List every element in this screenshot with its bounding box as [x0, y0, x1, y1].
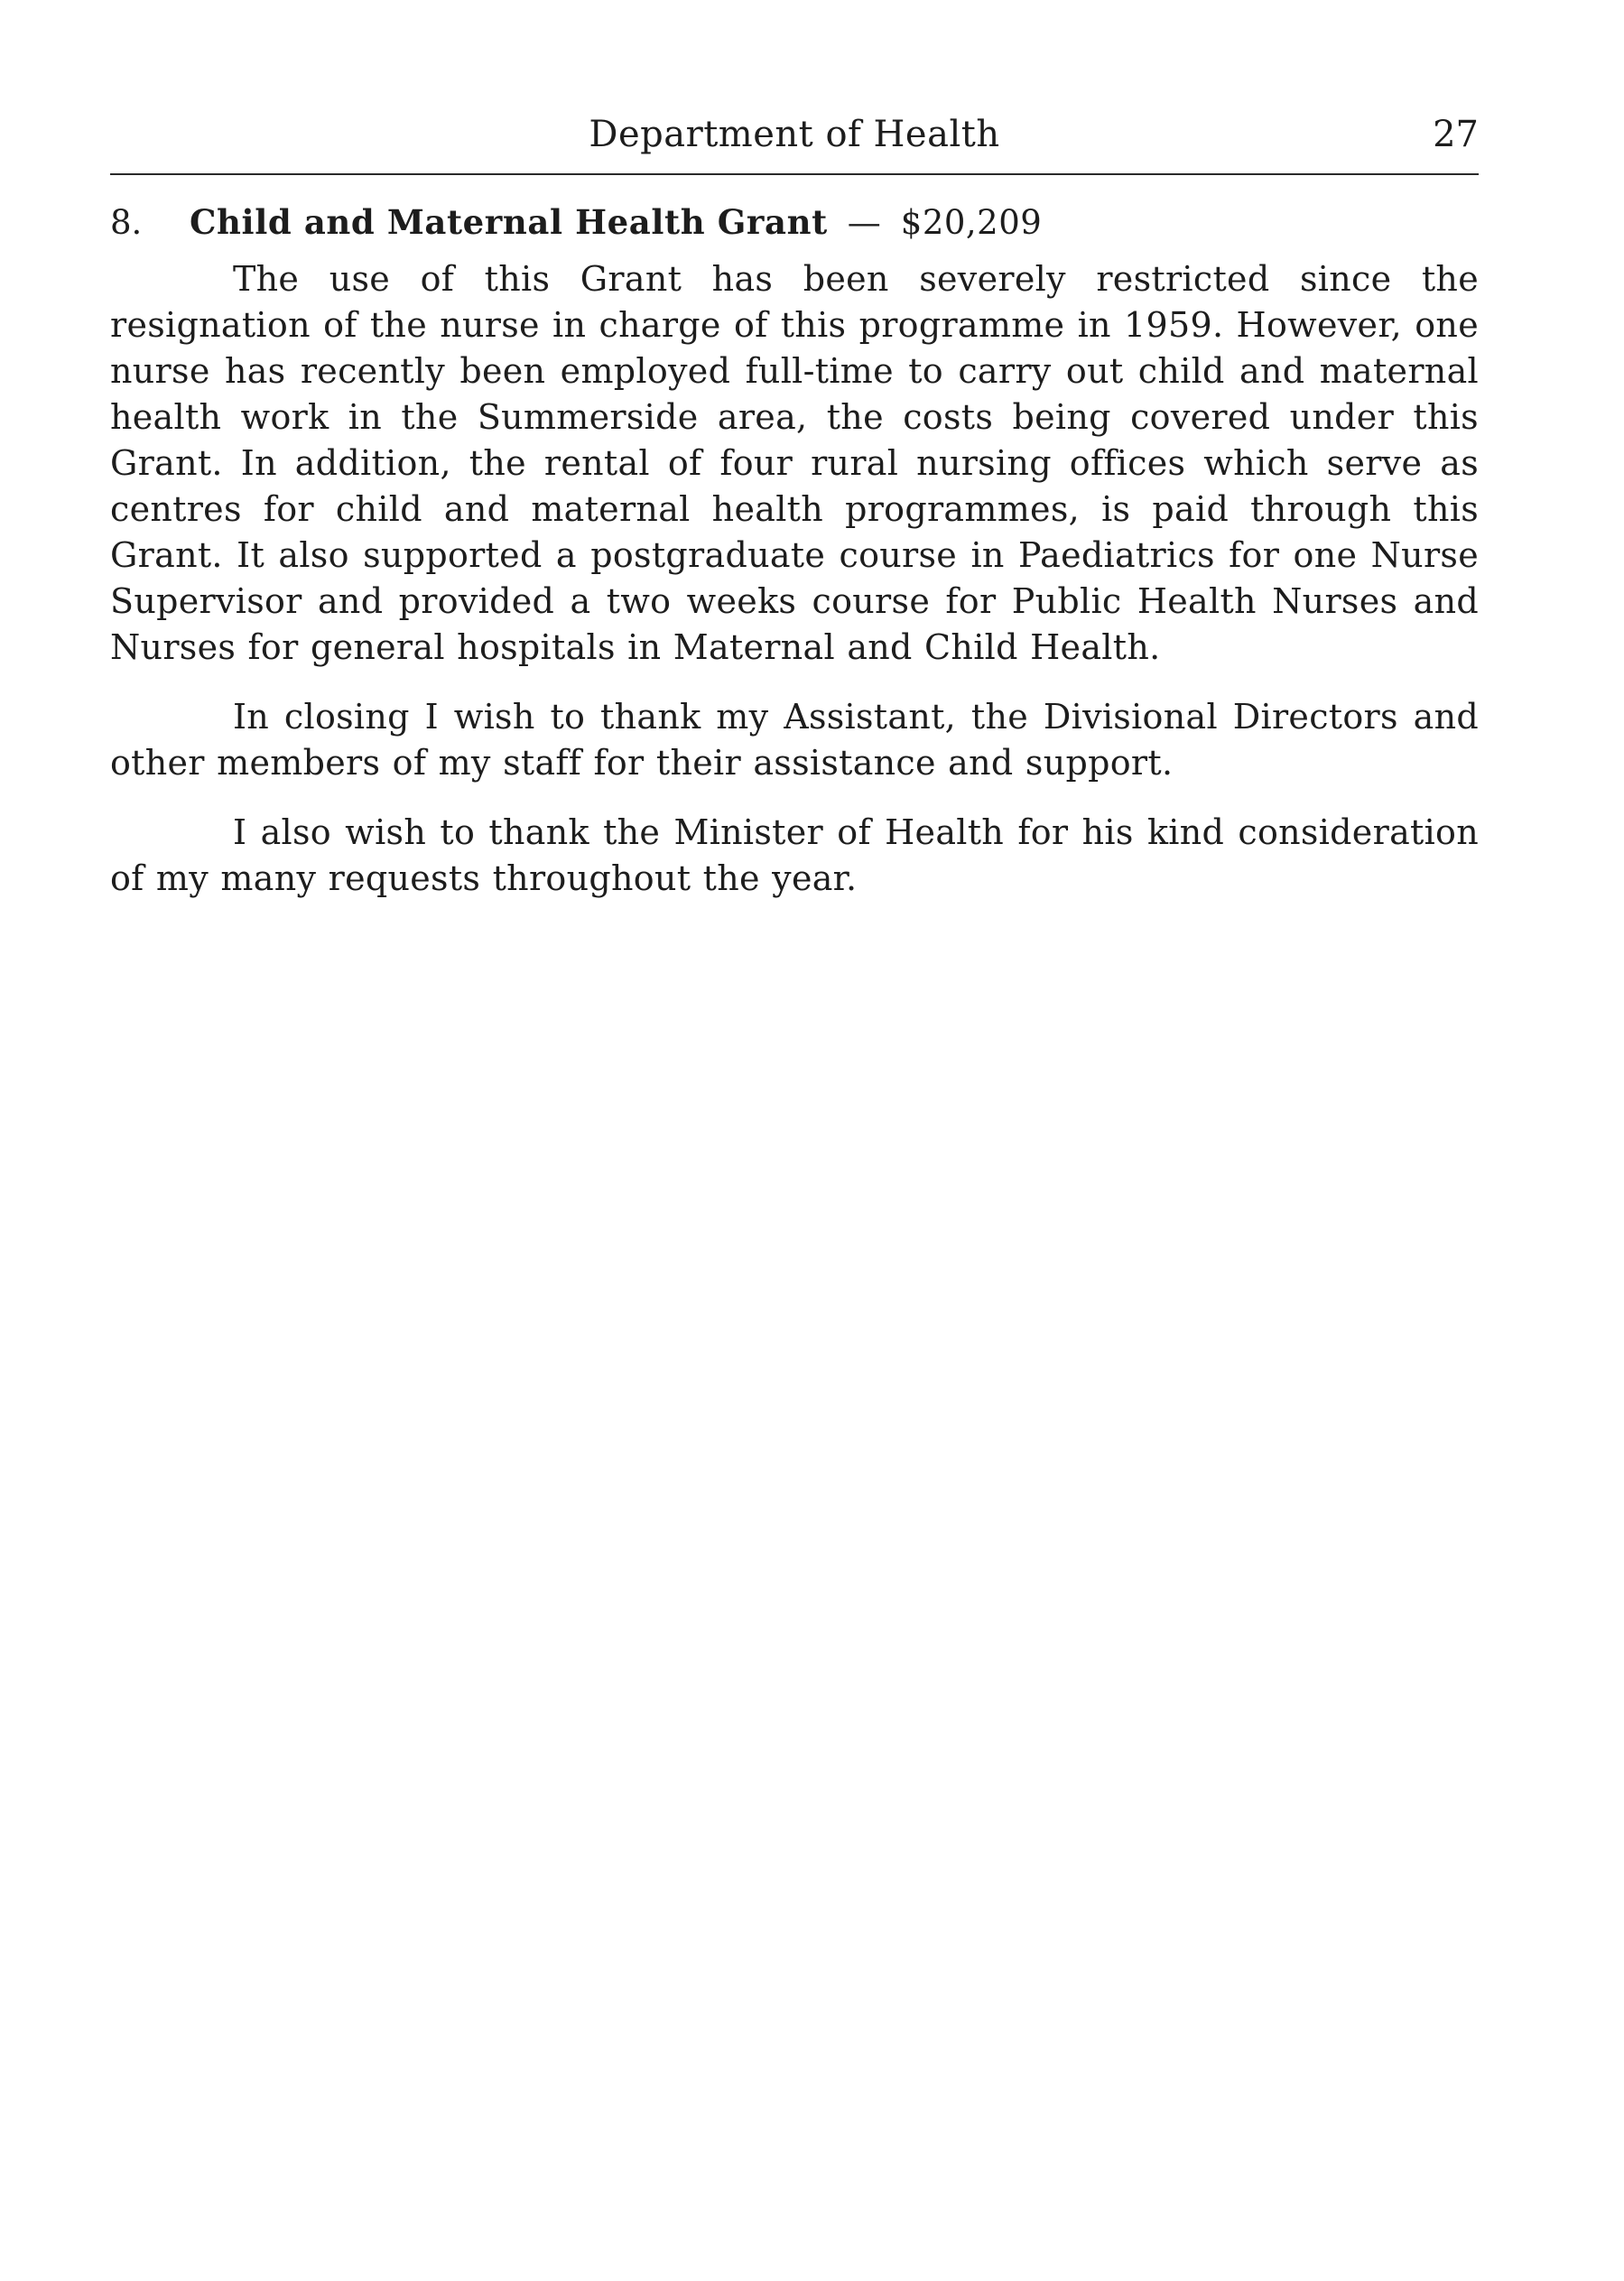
section-title: Child and Maternal Health Grant	[190, 202, 828, 242]
page-number: 27	[1433, 114, 1479, 155]
paragraph-minister-thanks: I also wish to thank the Minister of Health for his kind consideration of my many requests throughout the year.	[110, 812, 1479, 898]
section-amount: $20,209	[900, 203, 1043, 242]
header-title: Department of Health	[589, 114, 1000, 155]
section-number: 8.	[110, 203, 143, 242]
paragraph-staff-thanks: In closing I wish to thank my Assistant, the Divisional Directors and other members of my staff for their assistance and support.	[110, 697, 1479, 783]
section-separator: —	[847, 203, 881, 242]
running-header	[110, 107, 1479, 161]
paragraph-grant-usage: The use of this Grant has been severely restricted since the resignation of the nurse in charge of this programme in 1959. However, one nurse has recently been employed full-time to carry out child and maternal health work in the Summerside area, the costs being covered under this Grant. In addition, the rental of four rural nursing offices which serve as centres for child and maternal health programmes, is paid through this Grant. It also supported a postgraduate course in Paediatrics for one Nurse Supervisor and provided a two weeks course for Public Health Nurses and Nurses for general hospitals in Maternal and Child Health.	[110, 259, 1479, 667]
page-body	[110, 194, 1479, 925]
header-rule	[110, 173, 1479, 175]
section-heading	[110, 194, 1479, 251]
